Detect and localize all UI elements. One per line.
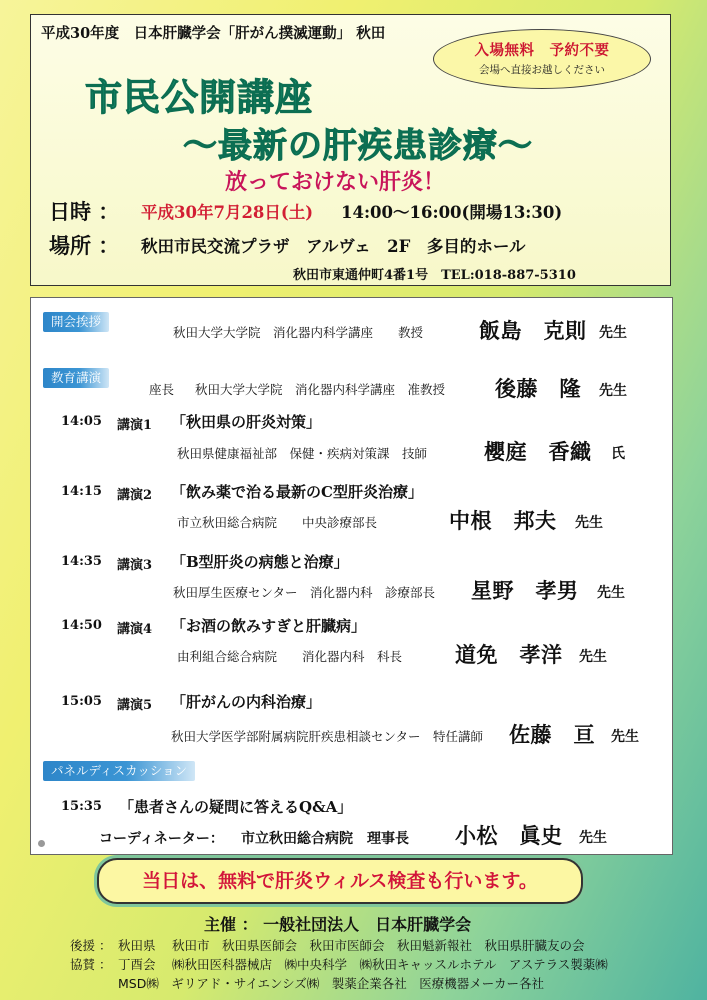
sponsor-list-line2: MSD㈱ ギリアド・サイエンシズ㈱ 製薬企業各社 医療機器メーカー各社: [118, 976, 545, 991]
opening-affiliation: 秋田大学大学院 消化器内科学講座 教授: [173, 325, 424, 340]
free-admission-text: 入場無料 予約不要: [474, 42, 610, 59]
lecture-3-title: 「B型肝炎の病態と治療」: [171, 553, 349, 571]
chair-affiliation: 秋田大学大学院 消化器内科学講座 准教授: [195, 382, 446, 397]
panel-title: 「患者さんの疑問に答えるQ&A」: [119, 798, 353, 816]
section-tag-education: 教育講演: [43, 368, 109, 388]
catchphrase: 放っておけない肝炎！: [225, 169, 446, 195]
lecture-5-speaker-name: 佐藤 亘: [509, 722, 595, 747]
lecture-5-time: 15:05: [61, 694, 102, 709]
venue-name: 秋田市民交流プラザ アルヴェ 2F 多目的ホール: [141, 237, 526, 256]
direct-visit-text: 会場へ直接お越しください: [479, 64, 605, 76]
lecture-5-title: 「肝がんの内科治療」: [171, 693, 322, 711]
program-schedule: [30, 297, 673, 855]
sponsor-list-line1: 丁酉会 ㈱秋田医科器械店 ㈱中央科学 ㈱秋田キャッスルホテル アステラス製薬㈱: [118, 957, 608, 972]
lecture-1-honorific: 氏: [611, 446, 625, 462]
lecture-2-affiliation: 市立秋田総合病院 中央診療部長: [177, 515, 378, 530]
section-tag-panel: パネルディスカッション: [43, 761, 195, 781]
corner-dot: [38, 840, 45, 847]
lecture-2-title: 「飲み薬で治る最新のC型肝炎治療」: [171, 483, 423, 501]
coordinator-label: コーディネーター：: [99, 831, 224, 847]
date-label: 日時 ：: [49, 199, 120, 224]
opening-honorific: 先生: [599, 325, 627, 341]
lecture-3-affiliation: 秋田厚生医療センター 消化器内科 診療部長: [173, 585, 436, 600]
page-title: 市民公開講座: [85, 75, 313, 119]
lecture-5-number: 講演5: [117, 698, 153, 713]
venue-address: 秋田市東通仲町4番1号 TEL:018-887-5310: [293, 268, 576, 283]
lecture-4-speaker-name: 道免 孝洋: [455, 642, 563, 667]
support-label: 後援 ：: [70, 938, 112, 953]
event-time: 14:00～16:00(開場13:30): [341, 203, 563, 222]
panel-time: 15:35: [61, 799, 102, 814]
chair-label: 座長: [149, 382, 175, 397]
event-series-line: 平成30年度 日本肝臓学会「肝がん撲滅運動」 秋田: [41, 25, 386, 42]
organizer: 主催 ： 一般社団法人 日本肝臓学会: [204, 915, 472, 934]
venue-label: 場所 ：: [49, 233, 120, 258]
event-header: [30, 14, 671, 286]
lecture-5-honorific: 先生: [611, 729, 639, 745]
coordinator-name: 小松 眞史: [455, 823, 563, 848]
lecture-5-affiliation: 秋田大学医学部附属病院肝疾患相談センター 特任講師: [171, 729, 484, 744]
lecture-3-speaker-name: 星野 孝男: [471, 578, 579, 603]
lecture-4-time: 14:50: [61, 618, 102, 633]
coordinator-affiliation: 市立秋田総合病院 理事長: [241, 831, 409, 847]
lecture-4-title: 「お酒の飲みすぎと肝臓病」: [171, 617, 367, 635]
sponsor-label: 協賛 ：: [70, 957, 112, 972]
lecture-1-title: 「秋田県の肝炎対策」: [171, 413, 322, 431]
lecture-3-number: 講演3: [117, 558, 153, 573]
opening-speaker-name: 飯島 克則: [479, 318, 587, 343]
lecture-1-number: 講演1: [117, 418, 153, 433]
lecture-4-number: 講演4: [117, 622, 153, 637]
lecture-2-honorific: 先生: [575, 515, 603, 531]
lecture-2-speaker-name: 中根 邦夫: [449, 508, 557, 533]
lecture-1-affiliation: 秋田県健康福祉部 保健・疾病対策課 技師: [177, 446, 428, 461]
lecture-3-honorific: 先生: [597, 585, 625, 601]
chair-honorific: 先生: [599, 383, 627, 399]
page-subtitle: ～最新の肝疾患診療～: [183, 126, 533, 166]
lecture-4-affiliation: 由利組合総合病院 消化器内科 科長: [177, 649, 403, 664]
lecture-4-honorific: 先生: [579, 649, 607, 665]
admission-badge: [433, 29, 651, 89]
lecture-2-time: 14:15: [61, 484, 102, 499]
coordinator-honorific: 先生: [579, 830, 607, 846]
support-list: 秋田県 秋田市 秋田県医師会 秋田市医師会 秋田魁新報社 秋田県肝臓友の会: [118, 938, 585, 953]
lecture-3-time: 14:35: [61, 554, 102, 569]
free-test-banner: 当日は、無料で肝炎ウィルス検査も行います。: [97, 858, 583, 904]
event-date: 平成30年7月28日(土): [141, 203, 314, 222]
chair-name: 後藤 隆: [495, 376, 581, 401]
lecture-1-speaker-name: 櫻庭 香織: [484, 439, 592, 464]
lecture-2-number: 講演2: [117, 488, 153, 503]
lecture-1-time: 14:05: [61, 414, 102, 429]
section-tag-opening: 開会挨拶: [43, 312, 109, 332]
